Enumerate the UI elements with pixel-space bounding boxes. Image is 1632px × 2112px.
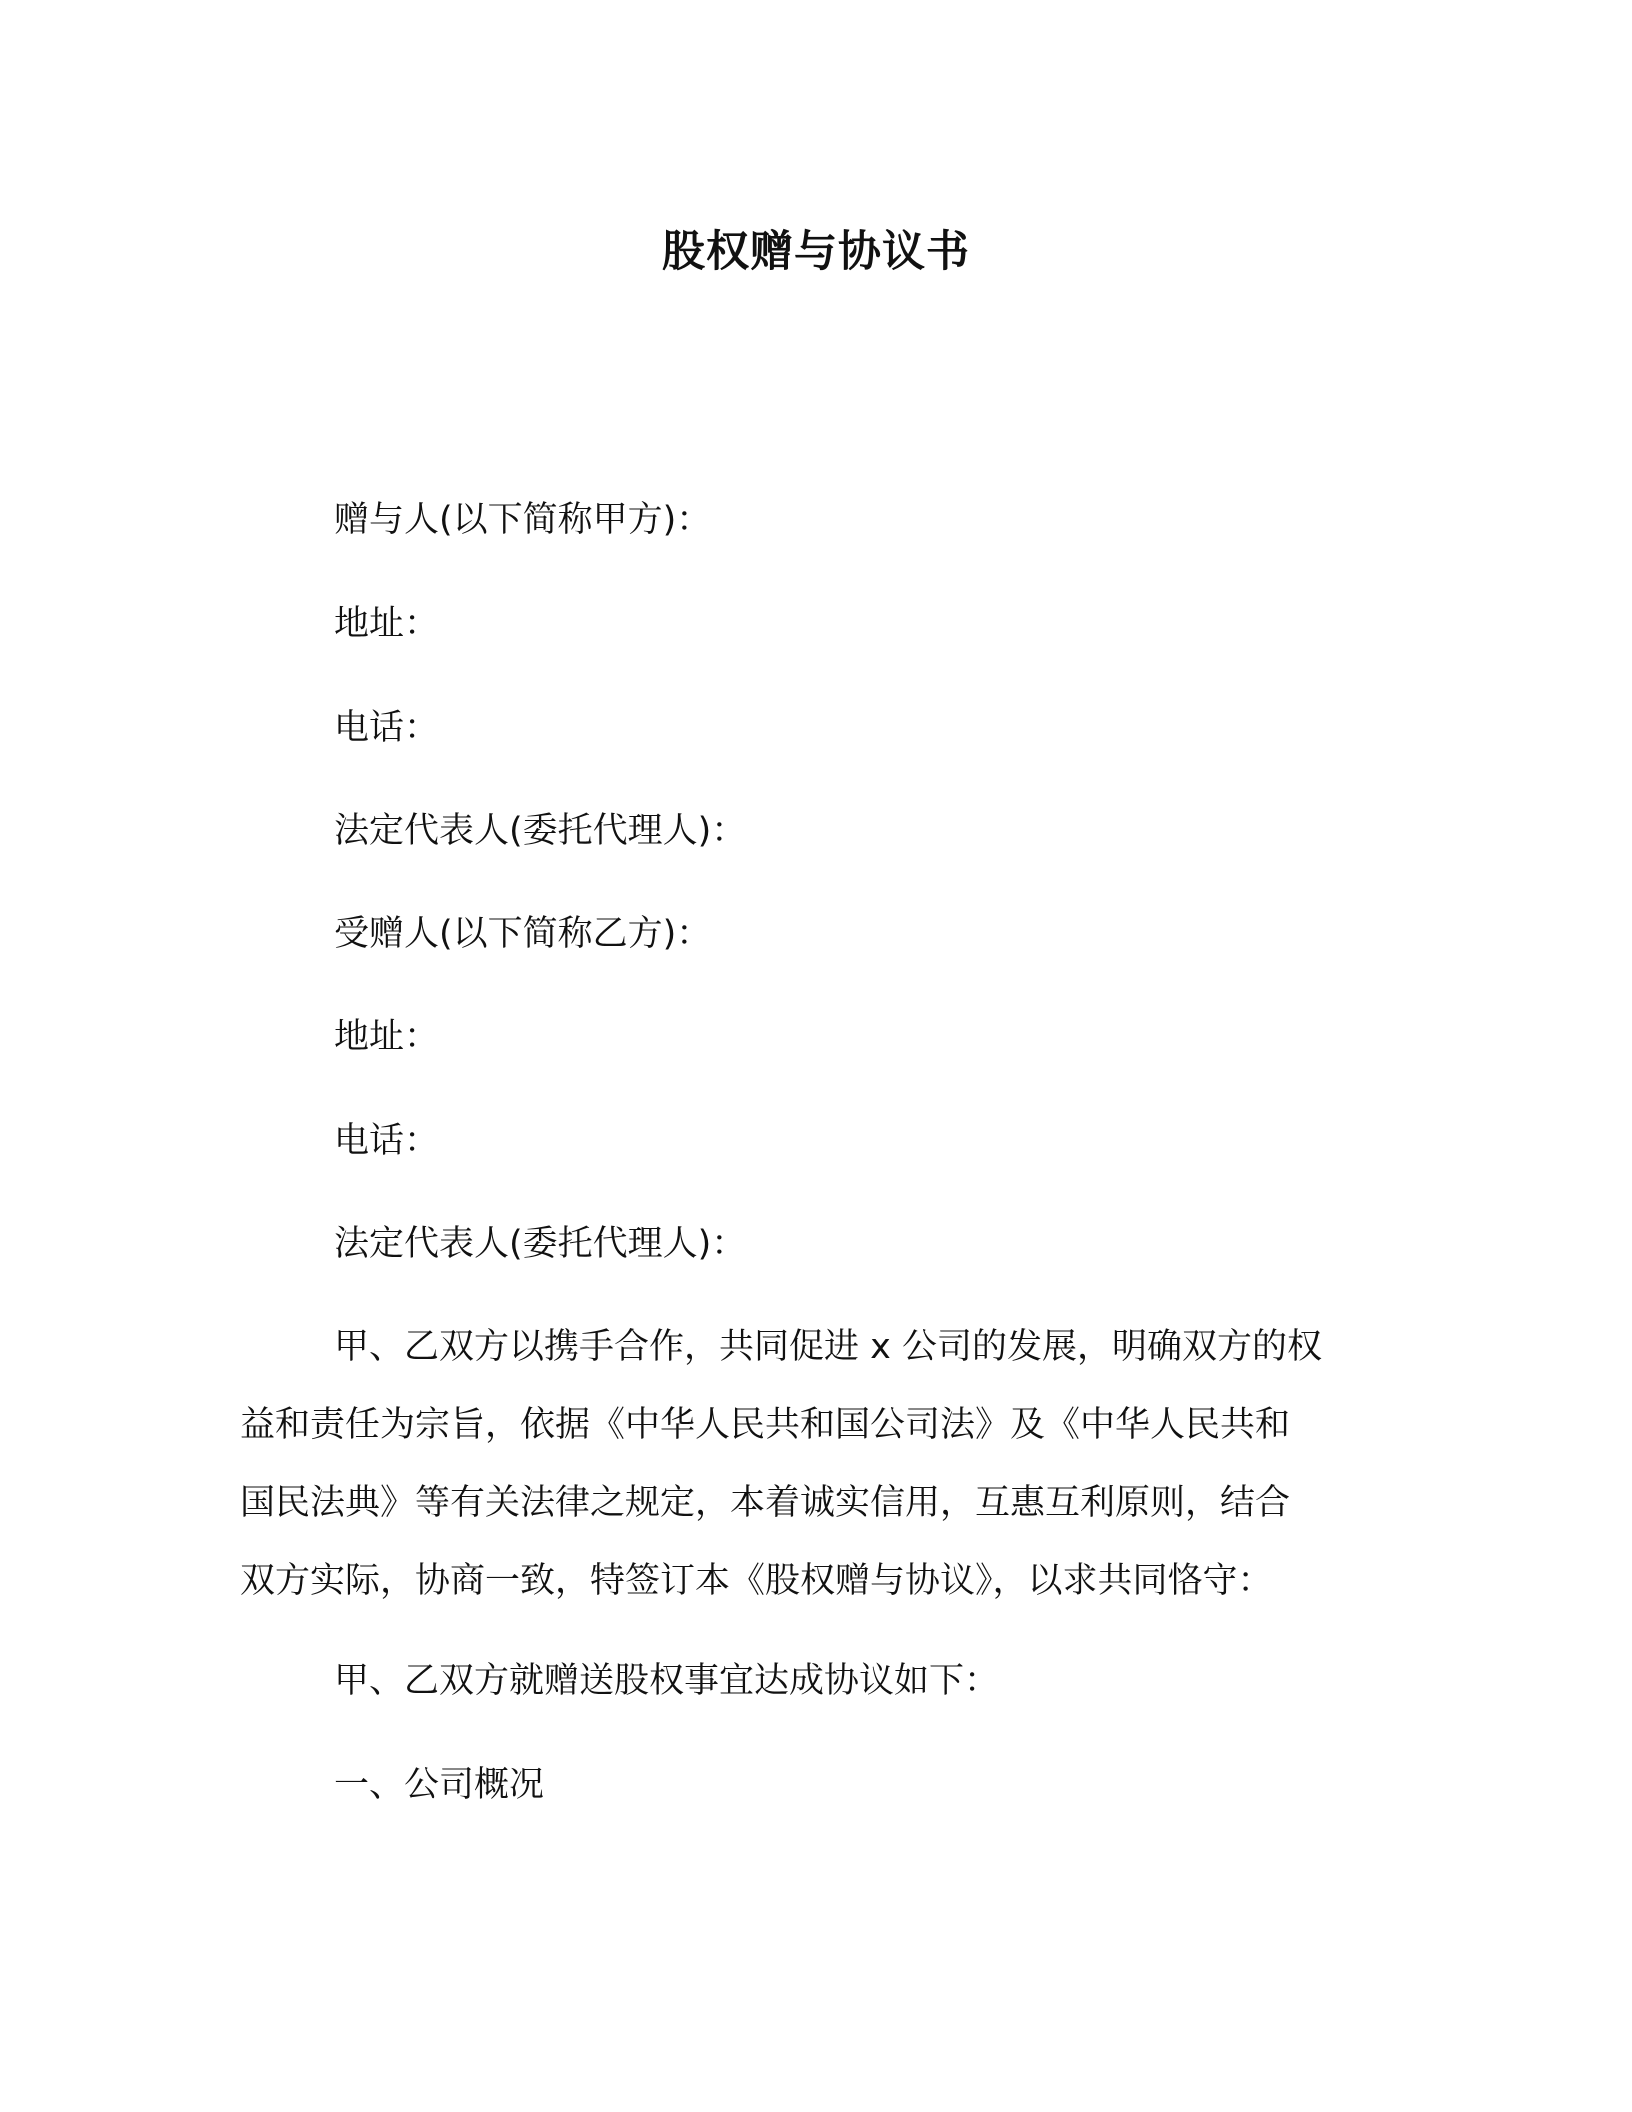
- agreement-intro: 甲、乙双方就赠送股权事宜达成协议如下：: [334, 1661, 1000, 1701]
- donor-name-field: 赠与人(以下简称甲方)：: [334, 500, 712, 540]
- donee-legal-representative-field: 法定代表人(委托代理人)：: [334, 1224, 747, 1264]
- preamble-line: 国民法典》等有关法律之规定，本着诚实信用，互惠互利原则，结合: [240, 1483, 1291, 1523]
- donee-name-field: 受赠人(以下简称乙方)：: [334, 914, 712, 954]
- document-title: 股权赠与协议书: [662, 227, 970, 277]
- donor-legal-representative-field: 法定代表人(委托代理人)：: [334, 811, 747, 851]
- section-heading-company-overview: 一、公司概况: [334, 1765, 545, 1805]
- preamble-line: 双方实际，协商一致，特签订本《股权赠与协议》，以求共同恪守：: [240, 1561, 1273, 1601]
- donor-phone-field: 电话：: [334, 708, 440, 748]
- donor-address-field: 地址：: [334, 604, 440, 644]
- donee-address-field: 地址：: [334, 1017, 440, 1057]
- preamble-line: 甲、乙双方以携手合作，共同促进 x 公司的发展，明确双方的权: [334, 1327, 1322, 1367]
- donee-phone-field: 电话：: [334, 1121, 440, 1161]
- preamble-line: 益和责任为宗旨，依据《中华人民共和国公司法》及《中华人民共和: [240, 1405, 1291, 1445]
